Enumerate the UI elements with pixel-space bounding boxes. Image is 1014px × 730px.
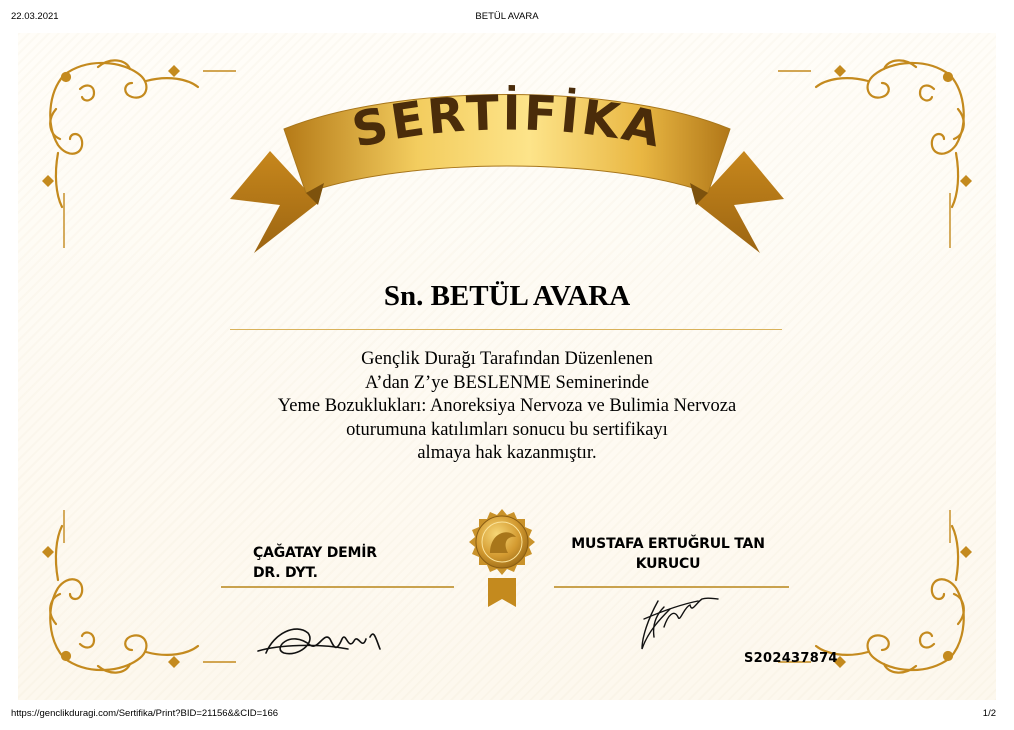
print-url: https://genclikduragi.com/Sertifika/Print?BID=21156&&CID=166 <box>11 708 279 719</box>
certificate-number: S202437874 <box>744 651 838 666</box>
body-line: almaya hak kazanmıştır. <box>417 443 597 463</box>
signature-line-left <box>221 586 454 588</box>
print-title: BETÜL AVARA <box>475 11 539 22</box>
body-line: Gençlik Durağı Tarafından Düzenlenen <box>361 349 653 369</box>
signature-left-icon <box>258 629 380 654</box>
body-line: oturumuna katılımları sonucu bu sertifikayı <box>346 419 668 440</box>
page-number: 1/2 <box>982 708 996 719</box>
name-divider <box>230 329 782 330</box>
certificate-body <box>18 348 996 466</box>
signer-left-title: DR. DYT. <box>253 565 318 581</box>
signer-right-name: MUSTAFA ERTUĞRUL TAN <box>571 536 765 552</box>
body-line: Yeme Bozuklukları: Anoreksiya Nervoza ve Bulimia Nervoza <box>277 396 737 416</box>
certificate <box>18 33 996 700</box>
recipient-name: Sn. BETÜL AVARA <box>383 280 631 312</box>
signature-line-right <box>554 586 789 588</box>
signature-right-icon <box>642 598 718 649</box>
print-date: 22.03.2021 <box>11 11 59 22</box>
signer-right-title: KURUCU <box>635 556 701 572</box>
ribbon-banner <box>230 84 784 253</box>
gold-seal-icon <box>469 509 535 607</box>
signer-left <box>253 543 377 583</box>
signer-right <box>558 534 778 574</box>
signer-left-name: ÇAĞATAY DEMİR <box>253 545 377 561</box>
banner-title: SERTİFİKA <box>347 85 669 160</box>
body-line: A’dan Z’ye BESLENME Seminerinde <box>364 372 650 393</box>
